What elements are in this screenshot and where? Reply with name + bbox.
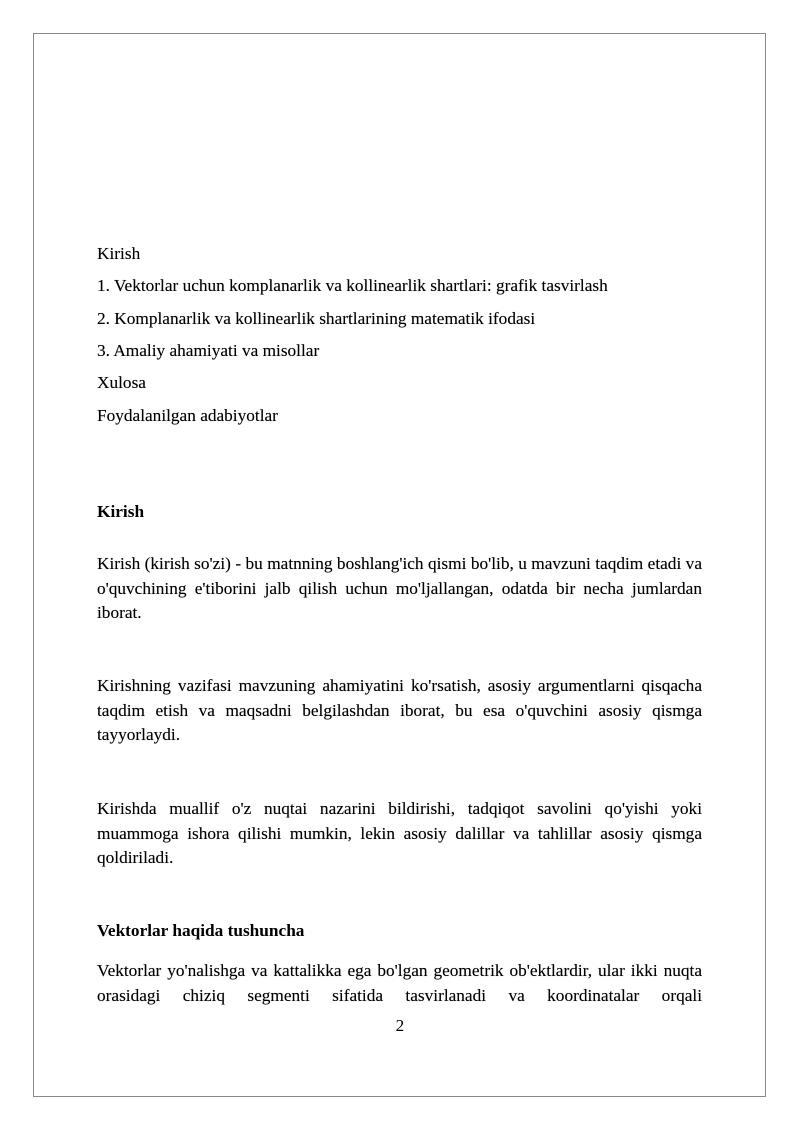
toc-item-2: 2. Komplanarlik va kollinearlik shartlarining matematik ifodasi	[97, 309, 536, 328]
toc-item-intro: Kirish	[97, 244, 141, 263]
toc-item-references: Foydalanilgan adabiyotlar	[97, 406, 278, 425]
toc-item-3: 3. Amaliy ahamiyati va misollar	[97, 341, 320, 360]
page-number: 2	[395, 1016, 405, 1035]
intro-paragraph-1: Kirish (kirish so'zi) - bu matnning boshlang'ich qismi bo'lib, u mavzuni taqdim etadi va o'quvchining e'tiborini jalb qilish uchun mo'ljallangan, odatda bir necha jumlardan iborat.	[97, 554, 702, 622]
toc-item-1: 1. Vektorlar uchun komplanarlik va kollinearlik shartlari: grafik tasvirlash	[97, 276, 608, 295]
vectors-paragraph: Vektorlar yo'nalishga va kattalikka ega bo'lgan geometrik ob'ektlardir, ular ikki nuqta orasidagi chiziq segmenti sifatida tasvirlanadi va koordinatalar orqali	[97, 961, 702, 1005]
intro-paragraph-3: Kirishda muallif o'z nuqtai nazarini bildirishi, tadqiqot savolini qo'yishi yoki muammoga ishora qilishi mumkin, lekin asosiy dalillar va tahlillar asosiy qismga qoldiriladi.	[97, 799, 702, 867]
toc-item-conclusion: Xulosa	[97, 373, 146, 392]
vectors-heading: Vektorlar haqida tushuncha	[97, 921, 305, 940]
intro-heading: Kirish	[97, 502, 145, 521]
intro-paragraph-2: Kirishning vazifasi mavzuning ahamiyatini ko'rsatish, asosiy argumentlarni qisqacha taqdim etish va maqsadni belgilashdan iborat, bu esa o'quvchini asosiy qismga tayyorlaydi.	[97, 676, 702, 744]
